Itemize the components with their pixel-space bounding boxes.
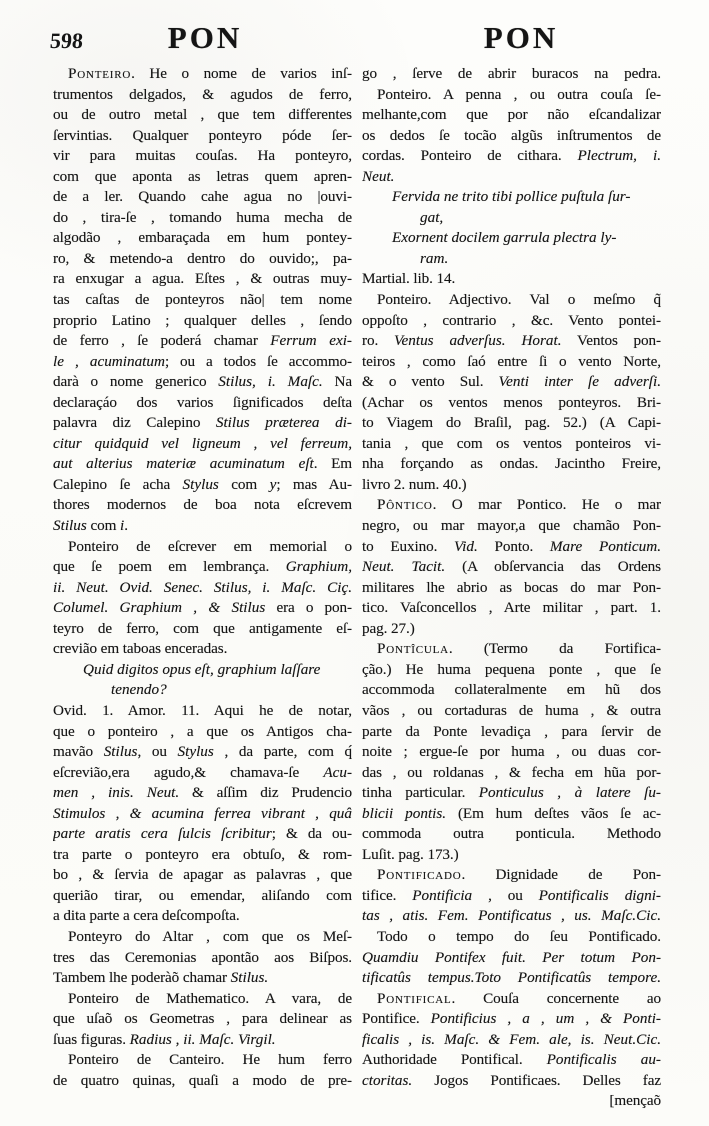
text-line — [53, 742, 352, 763]
text-line — [53, 187, 352, 208]
text-line — [53, 290, 352, 311]
headword: Pontîcula — [377, 640, 449, 658]
body-text: Ponteiro de eſcrever em memorial o — [68, 537, 352, 555]
text-line — [362, 598, 661, 619]
body-text: Ponto. — [477, 537, 550, 555]
running-head-left: PON — [167, 20, 243, 55]
latin-italic-text: Ponticulus , à latere ſu- — [478, 784, 661, 802]
text-line — [53, 660, 352, 681]
latin-italic-text: Stilus. — [230, 969, 269, 987]
latin-italic-text: y — [269, 475, 277, 493]
body-text: melhante,com que por não eſcandalizar — [362, 106, 661, 124]
body-text: cordas. Ponteiro de cithara. — [362, 147, 578, 165]
body-text: tas caſtas de ponteyros não| tem nome — [53, 291, 352, 309]
latin-italic-text: Vid. — [454, 537, 478, 555]
body-text: Authoridade Pontifical. — [362, 1051, 547, 1069]
text-line — [53, 393, 352, 414]
text-line — [53, 1030, 352, 1051]
body-text: a dita parte a cera deſcompoſta. — [53, 907, 240, 925]
body-text: . O mar Pontico. He o mar — [432, 496, 661, 514]
latin-italic-text: i — [120, 517, 125, 535]
body-text: das , ou roldanas , & fecha em hũa por- — [362, 763, 661, 781]
text-line — [362, 619, 661, 640]
latin-italic-text: ram. — [420, 249, 449, 267]
text-line — [53, 865, 352, 886]
body-text: to Euxino. — [362, 537, 455, 555]
text-line — [53, 783, 352, 804]
latin-italic-text: Venti inter ſe adverſi. — [498, 373, 661, 391]
body-text: Todo o tempo do ſeu Pontificado. — [377, 927, 661, 945]
latin-italic-text: Pontificia — [412, 886, 473, 904]
body-text: teiros , como ſaó entre ſi o vento Norte, — [362, 352, 661, 370]
body-text: de ferro , ſe poderá chamar — [53, 332, 271, 350]
text-line — [53, 85, 352, 106]
body-text: os dedos ſe tocão algũs inſtrumentos de — [362, 126, 661, 144]
text-line — [362, 1071, 661, 1092]
body-text: livro 2. num. 40.) — [362, 475, 467, 493]
body-text: nha forçando as ondas. Jacintho Freire, — [362, 455, 661, 473]
body-text: thores modernos de boa nota eſcrevem — [53, 496, 352, 514]
body-text: , ou — [137, 743, 178, 761]
body-text: bo , & ſervia de apagar as palavras , que — [53, 866, 352, 884]
text-line — [362, 85, 661, 106]
latin-italic-text: Pontificius , a , um , & Ponti- — [430, 1010, 661, 1028]
text-line — [362, 228, 661, 249]
body-text: Ventos pon- — [561, 332, 661, 350]
text-line — [53, 537, 352, 558]
text-line — [362, 495, 661, 516]
latin-italic-text: men , inis. Neut. — [53, 784, 180, 802]
text-line — [53, 1009, 352, 1030]
text-line — [53, 763, 352, 784]
text-line — [53, 249, 352, 270]
latin-italic-text: Stilus, i. Maſc. — [218, 373, 323, 391]
latin-italic-text: Stylus — [182, 475, 219, 493]
body-text: , da parte, com q́ — [213, 743, 352, 761]
latin-italic-text: Plectrum, i. — [577, 147, 661, 165]
text-line — [53, 968, 352, 989]
text-line — [362, 804, 661, 825]
body-text: & o vento Sul. — [362, 373, 499, 391]
text-line — [362, 886, 661, 907]
latin-italic-text: Mare Ponticum. — [549, 537, 661, 555]
body-text: ção.) He huma pequena ponte , que ſe — [362, 660, 661, 678]
text-line — [53, 722, 352, 743]
text-line — [362, 557, 661, 578]
body-text: teyro de ferro, com que antigamente eſ- — [53, 619, 352, 637]
text-line — [362, 105, 661, 126]
body-text: negro, ou mar mayor,a que chamão Pon- — [362, 517, 661, 535]
text-line — [53, 906, 352, 927]
body-text: vãos , ou cortaduras de huma , & outra — [362, 701, 661, 719]
text-line — [53, 1071, 352, 1092]
text-line — [362, 537, 661, 558]
text-line — [362, 393, 661, 414]
body-text: tania , que com os ventos ponteiros vi- — [362, 434, 661, 452]
body-text: Ponteiro de Mathematico. A vara, de — [68, 989, 352, 1007]
text-line — [362, 927, 661, 948]
text-line — [53, 619, 352, 640]
body-text: trumentos delgados, & agudos de ferro, — [53, 85, 352, 103]
text-line — [53, 680, 352, 701]
latin-italic-text: Neut. Tacit. — [362, 558, 446, 576]
body-text: palavra diz Calepino — [53, 414, 216, 432]
text-column-right — [362, 64, 661, 1112]
body-text: . (Termo da Fortifica- — [448, 640, 661, 658]
latin-italic-text: tificatûs tempus.Toto Pontificatûs tempore. — [362, 969, 661, 987]
body-text: ſervintias. Qualquer ponteyro póde ſer- — [53, 126, 352, 144]
body-text: tres das Ceremonias apontão aos Biſpos. — [53, 948, 352, 966]
body-text: do , tira-ſe , tomando huma mecha de — [53, 208, 352, 226]
text-line — [53, 311, 352, 332]
headword: Ponteiro — [68, 65, 132, 82]
text-line — [362, 1050, 661, 1071]
body-text: . Couſa concernente ao — [451, 989, 661, 1007]
text-line — [53, 578, 352, 599]
text-line — [362, 331, 661, 352]
body-text: com — [218, 475, 270, 493]
body-text: go , ſerve de abrir buracos na pedra. — [362, 65, 661, 82]
text-line — [53, 228, 352, 249]
text-line — [53, 454, 352, 475]
latin-italic-text: blicii pontis. — [362, 804, 447, 822]
body-text: ou de outro metal , que tem differentes — [53, 106, 352, 124]
body-text: & aſſim diz Prudencio — [179, 784, 352, 802]
latin-italic-text: Ferrum exi- — [270, 332, 352, 350]
latin-italic-text: aut alterius materiæ acuminatum eſt — [53, 455, 314, 473]
text-line — [362, 475, 661, 496]
text-line — [362, 311, 661, 332]
text-line — [362, 454, 661, 475]
latin-italic-text: Stilus — [103, 743, 138, 761]
latin-italic-text: gat, — [420, 208, 444, 226]
body-text: ; & da ou- — [271, 825, 352, 843]
text-line — [53, 989, 352, 1010]
latin-italic-text: citur quidquid vel ligneum , vel ferreum, — [53, 434, 352, 452]
latin-italic-text: Pontificalis au- — [546, 1051, 661, 1069]
text-line — [362, 639, 661, 660]
body-text: (Em hum deſtes vãos ſe ac- — [446, 804, 661, 822]
headword: Pontificado — [377, 866, 462, 884]
body-text: , ou — [472, 886, 539, 904]
text-line — [362, 64, 661, 85]
text-line — [362, 722, 661, 743]
text-line — [362, 146, 661, 167]
body-text: Pontifice. — [362, 1010, 431, 1028]
body-text: querião tirar, ou emendar, aliſando com — [53, 886, 352, 904]
body-text: eſcrevião,era agudo,& chamava-ſe — [53, 763, 324, 781]
text-line — [362, 660, 661, 681]
body-text: ; mas Au- — [276, 475, 352, 493]
body-text: que ſe poem em lembrança. — [53, 558, 286, 576]
body-text: tinha particular. — [362, 784, 479, 802]
text-line — [362, 167, 661, 188]
body-text: que uſaõ os Geometras , para delinear as — [53, 1010, 352, 1028]
running-head-right: PON — [483, 20, 559, 55]
text-line — [362, 290, 661, 311]
body-text: commoda outra ponticula. Methodo — [362, 825, 661, 843]
body-text: tifice. — [362, 886, 413, 904]
text-line — [53, 639, 352, 660]
text-line — [362, 989, 661, 1010]
text-line — [53, 804, 352, 825]
body-text: Ponteiro. Adjectivo. Val o meſmo q̃ — [377, 291, 661, 309]
latin-italic-text: tenendo? — [111, 681, 167, 699]
body-text: Calepino ſe acha — [53, 475, 183, 493]
body-text: Ponteyro do Altar , com que os Meſ- — [68, 927, 352, 945]
text-line — [53, 495, 352, 516]
body-text: . — [124, 517, 128, 535]
text-line — [362, 1091, 661, 1112]
text-line — [53, 105, 352, 126]
body-text: tico. Vaſconcellos , Arte militar , part. 1. — [362, 599, 661, 617]
latin-italic-text: tas , atis. Fem. Pontificatus , us. Maſc.Cic. — [362, 907, 661, 925]
text-line — [53, 927, 352, 948]
text-line — [53, 331, 352, 352]
text-line — [362, 783, 661, 804]
body-text: (Achar os ventos menos ponteyros. Bri- — [362, 393, 661, 411]
text-line — [53, 167, 352, 188]
latin-italic-text: Fervida ne trito tibi pollice puſtula ſur- — [392, 188, 631, 206]
body-text: [mençaõ — [609, 1092, 661, 1110]
latin-italic-text: ctoritas. — [362, 1071, 413, 1089]
text-line — [53, 598, 352, 619]
text-line — [362, 763, 661, 784]
text-line — [53, 824, 352, 845]
latin-italic-text: Stylus — [177, 743, 214, 761]
body-text: de a ler. Quando cahe agua no |ouvi- — [53, 188, 352, 206]
text-line — [53, 269, 352, 290]
body-text: que o ponteiro , a que os Antigos cha- — [53, 722, 352, 740]
latin-italic-text: Quid digitos opus eſt, graphium laſſare — [83, 660, 321, 678]
text-line — [362, 578, 661, 599]
text-line — [362, 352, 661, 373]
text-line — [53, 845, 352, 866]
text-line — [53, 126, 352, 147]
body-text: ſuas figuras. — [53, 1030, 130, 1048]
body-text: Tambem lhe poderàõ chamar — [53, 969, 231, 987]
headword: Pontifical — [377, 989, 452, 1007]
headword: Pôntico — [377, 496, 433, 514]
body-text: militares lhe abrio as bocas do mar Pon- — [362, 578, 661, 596]
body-text: to Viagem do Braſil, pag. 52.) (A Capi- — [362, 414, 661, 432]
text-line — [53, 516, 352, 537]
body-text: Ovid. 1. Amor. 11. Aqui he de notar, — [53, 701, 352, 719]
body-text: ro, & metendo-a dentro do ouvido;, pa- — [53, 249, 352, 267]
body-text: Ponteiro. A penna , ou outra couſa ſe- — [377, 85, 661, 103]
text-line — [53, 948, 352, 969]
latin-italic-text: ficalis , is. Maſc. & Fem. ale, is. Neut.Cic. — [362, 1030, 661, 1048]
latin-italic-text: Neut. — [362, 167, 395, 185]
body-text: proprio Latino ; qualquer delles , ſendo — [53, 311, 352, 329]
body-text: ra enxugar a agua. Eſtes , & outras muy- — [53, 270, 352, 288]
body-text: . Em — [313, 455, 352, 473]
text-line — [53, 208, 352, 229]
text-line — [362, 968, 661, 989]
body-text: com — [86, 517, 121, 535]
text-line — [362, 269, 661, 290]
latin-italic-text: Radius , ii. Maſc. Virgil. — [129, 1030, 276, 1048]
text-line — [53, 886, 352, 907]
body-text: com que aponta as letras quem apren- — [53, 167, 352, 185]
text-line — [362, 680, 661, 701]
latin-italic-text: Ventus adverſus. Horat. — [393, 332, 562, 350]
text-line — [362, 126, 661, 147]
latin-italic-text: Acu- — [323, 763, 352, 781]
body-text: . Dignidade de Pon- — [461, 866, 661, 884]
text-line — [53, 372, 352, 393]
body-text: pag. 27.) — [362, 619, 415, 637]
latin-italic-text: Stilus — [53, 517, 87, 535]
latin-italic-text: Exornent docilem garrula plectra ly- — [392, 229, 617, 247]
text-line — [362, 372, 661, 393]
body-text: Jogos Pontificaes. Delles faz — [412, 1071, 661, 1089]
body-text: crevião em taboas enceradas. — [53, 640, 228, 658]
latin-italic-text: le , acuminatum — [53, 352, 165, 370]
body-text: declaraçáo dos varios ſignificados deſta — [53, 393, 352, 411]
body-text: ro. — [362, 332, 394, 350]
latin-italic-text: Stimulos , & acumina ferrea vibrant , quâ — [53, 804, 352, 822]
text-line — [53, 413, 352, 434]
body-text: accommoda collateralmente em hũ dos — [362, 681, 661, 699]
text-line — [362, 906, 661, 927]
latin-italic-text: Graphium, — [285, 558, 352, 576]
text-line — [53, 557, 352, 578]
latin-italic-text: Stilus præterea di- — [215, 414, 352, 432]
text-line — [362, 701, 661, 722]
text-line — [53, 434, 352, 455]
body-text: noite ; ergue-ſe por huma , ou duas cor- — [362, 743, 661, 761]
body-text: Ponteiro de Canteiro. He hum ferro — [68, 1051, 352, 1069]
text-line — [362, 1009, 661, 1030]
text-line — [362, 434, 661, 455]
page-number: 598 — [49, 28, 84, 53]
latin-italic-text: Pontificalis digni- — [538, 886, 661, 904]
body-text: Luſit. pag. 173.) — [362, 845, 459, 863]
body-text: (A obſervancia das Ordens — [445, 558, 661, 576]
text-line — [362, 1030, 661, 1051]
text-line — [362, 208, 661, 229]
body-text: tra parte o ponteyro era obtuſo, & rom- — [53, 845, 352, 863]
text-line — [362, 845, 661, 866]
text-line — [362, 948, 661, 969]
text-column-left — [53, 64, 352, 1091]
body-text: parte da Ponte levadiça , para ſervir de — [362, 722, 661, 740]
body-text: Na — [322, 373, 352, 391]
body-text: mavão — [53, 743, 104, 761]
body-text: de quatro quinas, quaſi a modo de pre- — [53, 1071, 352, 1089]
body-text: algodão , embaraçada em hum pontey- — [53, 229, 352, 247]
text-line — [53, 1050, 352, 1071]
text-line — [362, 516, 661, 537]
text-line — [362, 413, 661, 434]
latin-italic-text: parte aratis cera ſulcis ſcribitur — [53, 825, 272, 843]
body-text: darà o nome generico — [53, 373, 219, 391]
body-text: era o pon- — [265, 599, 352, 617]
text-line — [362, 824, 661, 845]
text-line — [53, 701, 352, 722]
body-text: ; ou a todos ſe accommo- — [164, 352, 352, 370]
body-text: vir para muitas couſas. Ha ponteyro, — [53, 147, 352, 165]
text-line — [362, 865, 661, 886]
body-text: oppoſto , contrario , &c. Vento pontei- — [362, 311, 661, 329]
latin-italic-text: Columel. Graphium , & Stilus — [53, 599, 266, 617]
latin-italic-text: ii. Neut. Ovid. Senec. Stilus, i. Maſc. Ciç. — [53, 578, 352, 596]
text-line — [53, 64, 352, 85]
text-line — [362, 187, 661, 208]
text-line — [53, 352, 352, 373]
body-text: Martial. lib. 14. — [362, 270, 456, 288]
body-text: . He o nome de varios inſ- — [131, 65, 352, 82]
text-line — [362, 249, 661, 270]
text-line — [53, 146, 352, 167]
latin-italic-text: Quamdiu Pontifex fuit. Per totum Pon- — [362, 948, 661, 966]
text-line — [362, 742, 661, 763]
text-line — [53, 475, 352, 496]
